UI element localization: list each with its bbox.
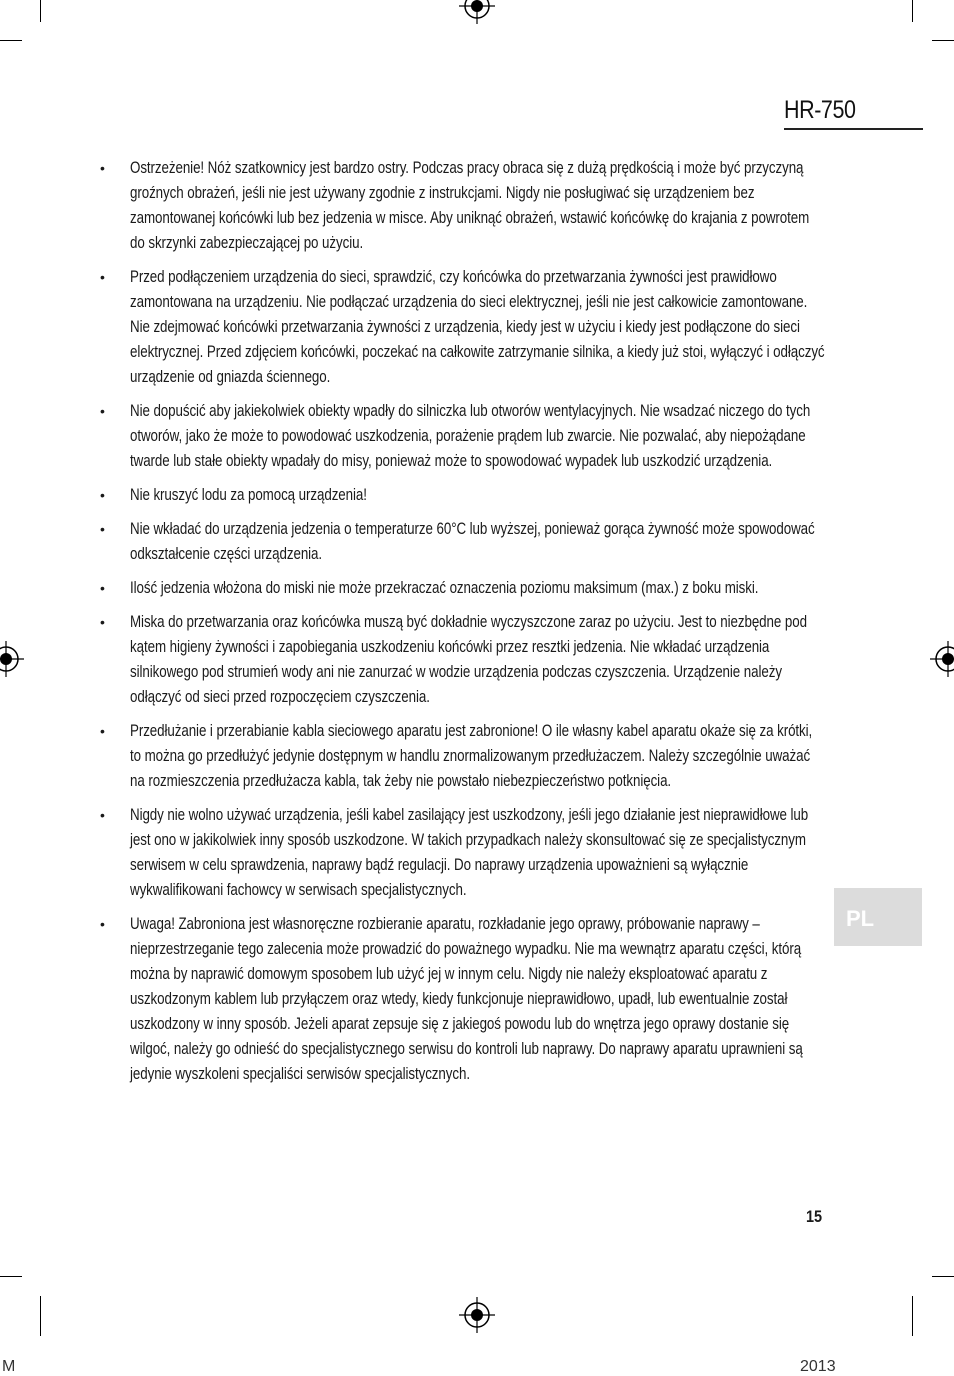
bullet: • bbox=[100, 580, 105, 596]
page-number: 15 bbox=[806, 1207, 823, 1226]
printer-slug-left: M bbox=[2, 1358, 16, 1375]
bullet: • bbox=[100, 269, 105, 285]
bullet: • bbox=[100, 160, 105, 176]
crop-mark bbox=[40, 1296, 41, 1336]
list-item-text: Nie kruszyć lodu za pomocą urządzenia! bbox=[130, 486, 367, 504]
list-item bbox=[100, 576, 840, 601]
crop-mark bbox=[0, 1276, 22, 1277]
registration-mark-icon bbox=[459, 0, 495, 24]
bullet: • bbox=[100, 403, 105, 419]
list-item-text: Ostrzeżenie! Nóż szatkownicy jest bardzo ostry. Podczas pracy obraca się z dużą prędkością i może być przyczyną groźnych obrażeń, jeśli nie jest używany zgodnie z instrukcjami. Nigdy nie posługiwać się urządzeniem bez zamontowanej końcówki lub bez jedzenia w misce. Aby uniknąć obrażeń, wstawić końcówkę do krajania z powrotem do skrzynki zabezpieczającej po użyciu. bbox=[130, 159, 810, 252]
list-item bbox=[100, 265, 840, 390]
list-item-text: Nigdy nie wolno używać urządzenia, jeśli kabel zasilający jest uszkodzony, jeśli jego działanie jest nieprawidłowe lub jest ono w jakikolwiek inny sposób uszkodzone. W takich przypadkach należy skonsultować się ze specjalistycznym serwisem w celu sprawdzenia, naprawy bądź regulacji. Do naprawy urządzenia upoważnieni są wyłącznie wykwalifikowani fachowcy w serwisach specjalistycznych. bbox=[130, 806, 809, 899]
list-item-text: Przedłużanie i przerabianie kabla sieciowego aparatu jest zabronione! O ile własny kabel aparatu okaże się za krótki, to można go przedłużyć jedynie dostępnym w handlu znormalizowanym przedłużaczem. Należy szczególnie uważać na rozmieszczenia przedłużacza kabla, tak żeby nie powstało niebezpieczeństwo potknięcia. bbox=[130, 722, 813, 790]
list-item bbox=[100, 803, 840, 903]
bullet: • bbox=[100, 487, 105, 503]
registration-mark-icon bbox=[459, 1297, 495, 1333]
list-item bbox=[100, 483, 840, 508]
registration-mark-icon bbox=[0, 641, 24, 677]
crop-mark bbox=[912, 0, 913, 22]
list-item-text: Nie wkładać do urządzenia jedzenia o temperaturze 60°C lub wyższej, ponieważ gorąca żywność może spowodować odkształcenie części urządzenia. bbox=[130, 520, 815, 563]
crop-mark bbox=[0, 40, 22, 41]
bullet: • bbox=[100, 723, 105, 739]
list-item bbox=[100, 399, 840, 474]
list-item bbox=[100, 610, 840, 710]
crop-mark bbox=[932, 40, 954, 41]
language-tab-label: PL bbox=[846, 906, 875, 931]
bullet: • bbox=[100, 916, 105, 932]
registration-mark-icon bbox=[930, 641, 954, 677]
list-item-text: Uwaga! Zabroniona jest własnoręczne rozbieranie aparatu, rozkładanie jego oprawy, próbowanie naprawy – nieprzestrzeganie tego zalecenia może prowadzić do poważnego wypadku. Nie ma wewnątrz aparatu części, którą można by naprawić domowym sposobem lub użyć jej w innym celu. Nigdy nie należy eksploatować aparatu z uszkodzonym kablem lub przyłączem oraz wtedy, kiedy funkcjonuje nieprawidłowo, upadł, lub ewentualnie został uszkodzony w inny sposób. Jeżeli aparat zepsuje się z jakiegoś powodu lub do wnętrza jego oprawy dostanie się wilgoć, należy go odnieść do specjalistycznego serwisu do kontroli lub naprawy. Do naprawy aparatu uprawnieni są jedynie wyszkoleni specjaliści serwisów specjalistycznych. bbox=[130, 915, 803, 1083]
list-item-text: Miska do przetwarzania oraz końcówka muszą być dokładnie wyczyszczone zaraz po użyciu. Jest to niezbędne pod kątem higieny żywności i zapobiegania uszkodzeniu końcówki przez resztki jedzenia. Nie wkładać urządzenia silnikowego pod strumień wody ani nie zanurzać w wodzie urządzenia podczas czyszczenia. Urządzenie należy odłączyć od sieci przed rozpoczęciem czyszczenia. bbox=[130, 613, 807, 706]
list-item-text: Ilość jedzenia włożona do miski nie może przekraczać oznaczenia poziomu maksimum (max.) z boku miski. bbox=[130, 579, 759, 597]
bullet: • bbox=[100, 807, 105, 823]
list-item bbox=[100, 719, 840, 794]
header-rule bbox=[784, 128, 923, 130]
bullet: • bbox=[100, 614, 105, 630]
model-title: HR-750 bbox=[784, 96, 856, 124]
crop-mark bbox=[40, 0, 41, 22]
list-item bbox=[100, 517, 840, 567]
crop-mark bbox=[932, 1276, 954, 1277]
list-item bbox=[100, 156, 840, 256]
printer-slug-right: 2013 bbox=[800, 1358, 836, 1375]
crop-mark bbox=[912, 1296, 913, 1336]
list-item-text: Nie dopuścić aby jakiekolwiek obiekty wpadły do silniczka lub otworów wentylacyjnych. Nie wsadzać niczego do tych otworów, jako że może to powodować uszkodzenia, porażenie prądem lub zwarcie. Nie pozwalać, aby niepożądane twarde lub stałe obiekty wpadały do misy, ponieważ może to spowodować wypadek lub uszkodzić urządzenia. bbox=[130, 402, 811, 470]
list-item bbox=[100, 912, 840, 1087]
bullet: • bbox=[100, 521, 105, 537]
safety-instructions-list bbox=[100, 156, 840, 1096]
list-item-text: Przed podłączeniem urządzenia do sieci, sprawdzić, czy końcówka do przetwarzania żywności jest prawidłowo zamontowana na urządzeniu. Nie podłączać urządzenia do sieci elektrycznej, jeśli nie jest całkowicie zamontowane. Nie zdejmować końcówki przetwarzania żywności z urządzenia, kiedy jest w użyciu i kiedy jest podłączone do sieci elektrycznej. Przed zdjęciem końcówki, poczekać na całkowite zatrzymanie silnika, a kiedy już stoi, wyłączyć i odłączyć urządzenie od gniazda ściennego. bbox=[130, 268, 825, 386]
